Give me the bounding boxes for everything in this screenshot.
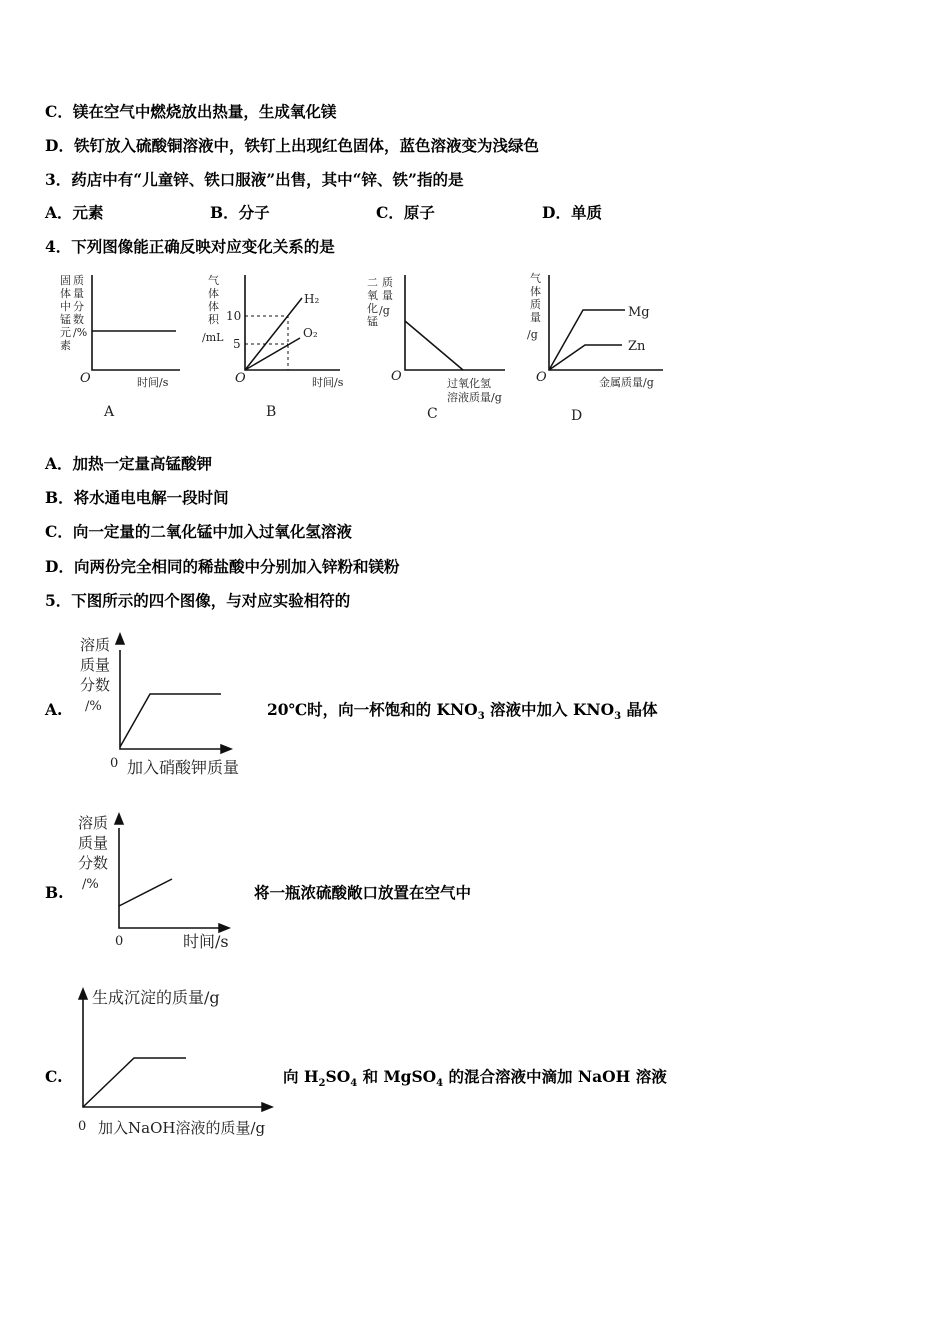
q3-option-c: C．原子 [376, 203, 435, 222]
graph-b-tick-10: 10 [226, 309, 242, 323]
graph-a-xlabel: 时间/s [137, 376, 169, 389]
svg-text:质: 质 [73, 274, 84, 287]
svg-text:氧: 氧 [367, 289, 378, 302]
q5-graph-c [72, 985, 282, 1140]
graph-b-ylabel [202, 273, 224, 344]
svg-text:/mL: /mL [202, 331, 224, 344]
graph-d-series-mg: Mg [628, 305, 650, 320]
graph-c-xlabel-1: 过氧化氢 [447, 377, 491, 390]
svg-text:气: 气 [530, 272, 541, 285]
graph-d-origin: O [536, 370, 547, 385]
q4-graph-b [200, 270, 360, 425]
svg-text:化: 化 [367, 302, 378, 315]
q4-option-c: C．向一定量的二氧化锰中加入过氧化氢溶液 [45, 522, 352, 541]
svg-text:量: 量 [530, 311, 541, 324]
q5-graph-c-origin: 0 [78, 1119, 87, 1134]
graph-a-origin: O [80, 371, 91, 386]
question-3: 3．药店中有“儿童锌、铁口服液”出售，其中“锌、铁”指的是 [45, 170, 464, 189]
graph-b-series-o2: O₂ [303, 326, 318, 340]
svg-text:体: 体 [208, 300, 219, 313]
graph-d-xlabel: 金属质量/g [599, 376, 654, 389]
option-c-line: C．镁在空气中燃烧放出热量，生成氧化镁 [45, 102, 337, 121]
svg-text:质量: 质量 [78, 834, 109, 852]
svg-text:数: 数 [73, 313, 84, 326]
svg-text:质: 质 [382, 276, 393, 289]
q5-graph-a-origin: 0 [110, 756, 119, 771]
q5-option-c-desc: 向 $H_2SO_4$ 和 MgSO$_4$ 的混合溶液中滴加 NaOH 溶液 [283, 1067, 667, 1090]
q4-graph-d [525, 270, 675, 425]
graph-a-letter: A [104, 404, 115, 420]
graph-c-ylabel [367, 275, 393, 328]
q4-graph-a [50, 270, 190, 425]
q5-graph-b-origin: 0 [115, 934, 124, 949]
svg-text:溶质: 溶质 [80, 636, 111, 654]
svg-text:体: 体 [530, 285, 541, 298]
svg-text:分数: 分数 [78, 854, 109, 872]
svg-text:气: 气 [208, 274, 219, 287]
svg-text:元: 元 [60, 326, 71, 339]
graph-b-xlabel: 时间/s [312, 376, 344, 389]
q5-option-a-label: A. [45, 700, 63, 719]
q5-graph-b-xlabel: 时间/s [183, 932, 229, 951]
q5-option-b-desc: 将一瓶浓硫酸敞口放置在空气中 [254, 883, 472, 902]
q5-graph-b-ylabel [78, 814, 108, 892]
graph-d-series-zn: Zn [628, 339, 646, 354]
svg-text:量: 量 [382, 289, 393, 302]
svg-text:/%: /% [82, 877, 99, 892]
graph-b-series-h2: H₂ [304, 292, 320, 306]
q5-graph-c-ylabel: 生成沉淀的质量/g [92, 988, 220, 1007]
svg-text:分: 分 [73, 300, 84, 313]
graph-d-letter: D [571, 408, 583, 424]
q5-graph-a-xlabel: 加入硝酸钾质量 [127, 758, 240, 777]
svg-text:二: 二 [367, 276, 378, 289]
q4-option-b: B．将水通电电解一段时间 [45, 488, 229, 507]
svg-text:质量: 质量 [80, 656, 111, 674]
q5-graph-b [75, 808, 245, 958]
question-5: 5．下图所示的四个图像，与对应实验相符的 [45, 591, 351, 610]
svg-text:量: 量 [73, 287, 84, 300]
question-4: 4．下列图像能正确反映对应变化关系的是 [45, 237, 335, 256]
q5-option-b-label: B. [45, 883, 64, 902]
q5-option-a-desc: 20℃时，向一杯饱和的 $KNO_3$ 溶液中加入 $KNO_3$ 晶体 [267, 700, 658, 723]
graph-b-letter: B [266, 404, 277, 420]
svg-text:体: 体 [60, 287, 71, 300]
graph-d-ylabel [527, 271, 541, 341]
svg-text:锰: 锰 [367, 315, 378, 328]
svg-text:/g: /g [379, 304, 390, 317]
q5-graph-a-ylabel [80, 636, 110, 714]
q4-option-d: D．向两份完全相同的稀盐酸中分别加入锌粉和镁粉 [45, 557, 400, 576]
q5-option-c-label: C. [45, 1067, 63, 1086]
graph-c-origin: O [391, 369, 402, 384]
svg-text:分数: 分数 [80, 676, 111, 694]
svg-text:固: 固 [60, 274, 71, 287]
q4-graph-c [365, 270, 525, 425]
q5-graph-c-xlabel: 加入NaOH溶液的质量/g [98, 1119, 266, 1137]
graph-a-ylabel [60, 273, 87, 352]
graph-b-origin: O [235, 371, 246, 386]
graph-b-tick-5: 5 [233, 337, 241, 351]
q5-graph-a [75, 630, 260, 780]
q4-option-a: A．加热一定量高锰酸钾 [45, 454, 213, 473]
svg-text:体: 体 [208, 287, 219, 300]
svg-text:溶质: 溶质 [78, 814, 109, 832]
q3-option-b: B．分子 [210, 203, 270, 222]
svg-text:质: 质 [530, 298, 541, 311]
option-d-line: D．铁钉放入硫酸铜溶液中，铁钉上出现红色固体，蓝色溶液变为浅绿色 [45, 136, 539, 155]
svg-text:素: 素 [60, 339, 71, 352]
q3-option-a: A．元素 [45, 203, 104, 222]
graph-c-xlabel-2: 溶液质量/g [447, 391, 502, 404]
graph-c-letter: C [427, 406, 438, 422]
svg-text:积: 积 [208, 313, 219, 326]
svg-text:/%: /% [85, 699, 102, 714]
q3-option-d: D．单质 [542, 203, 602, 222]
svg-text:中: 中 [60, 300, 71, 313]
svg-text:/g: /g [527, 328, 538, 341]
svg-text:锰: 锰 [60, 313, 71, 326]
svg-text:/%: /% [73, 326, 88, 339]
